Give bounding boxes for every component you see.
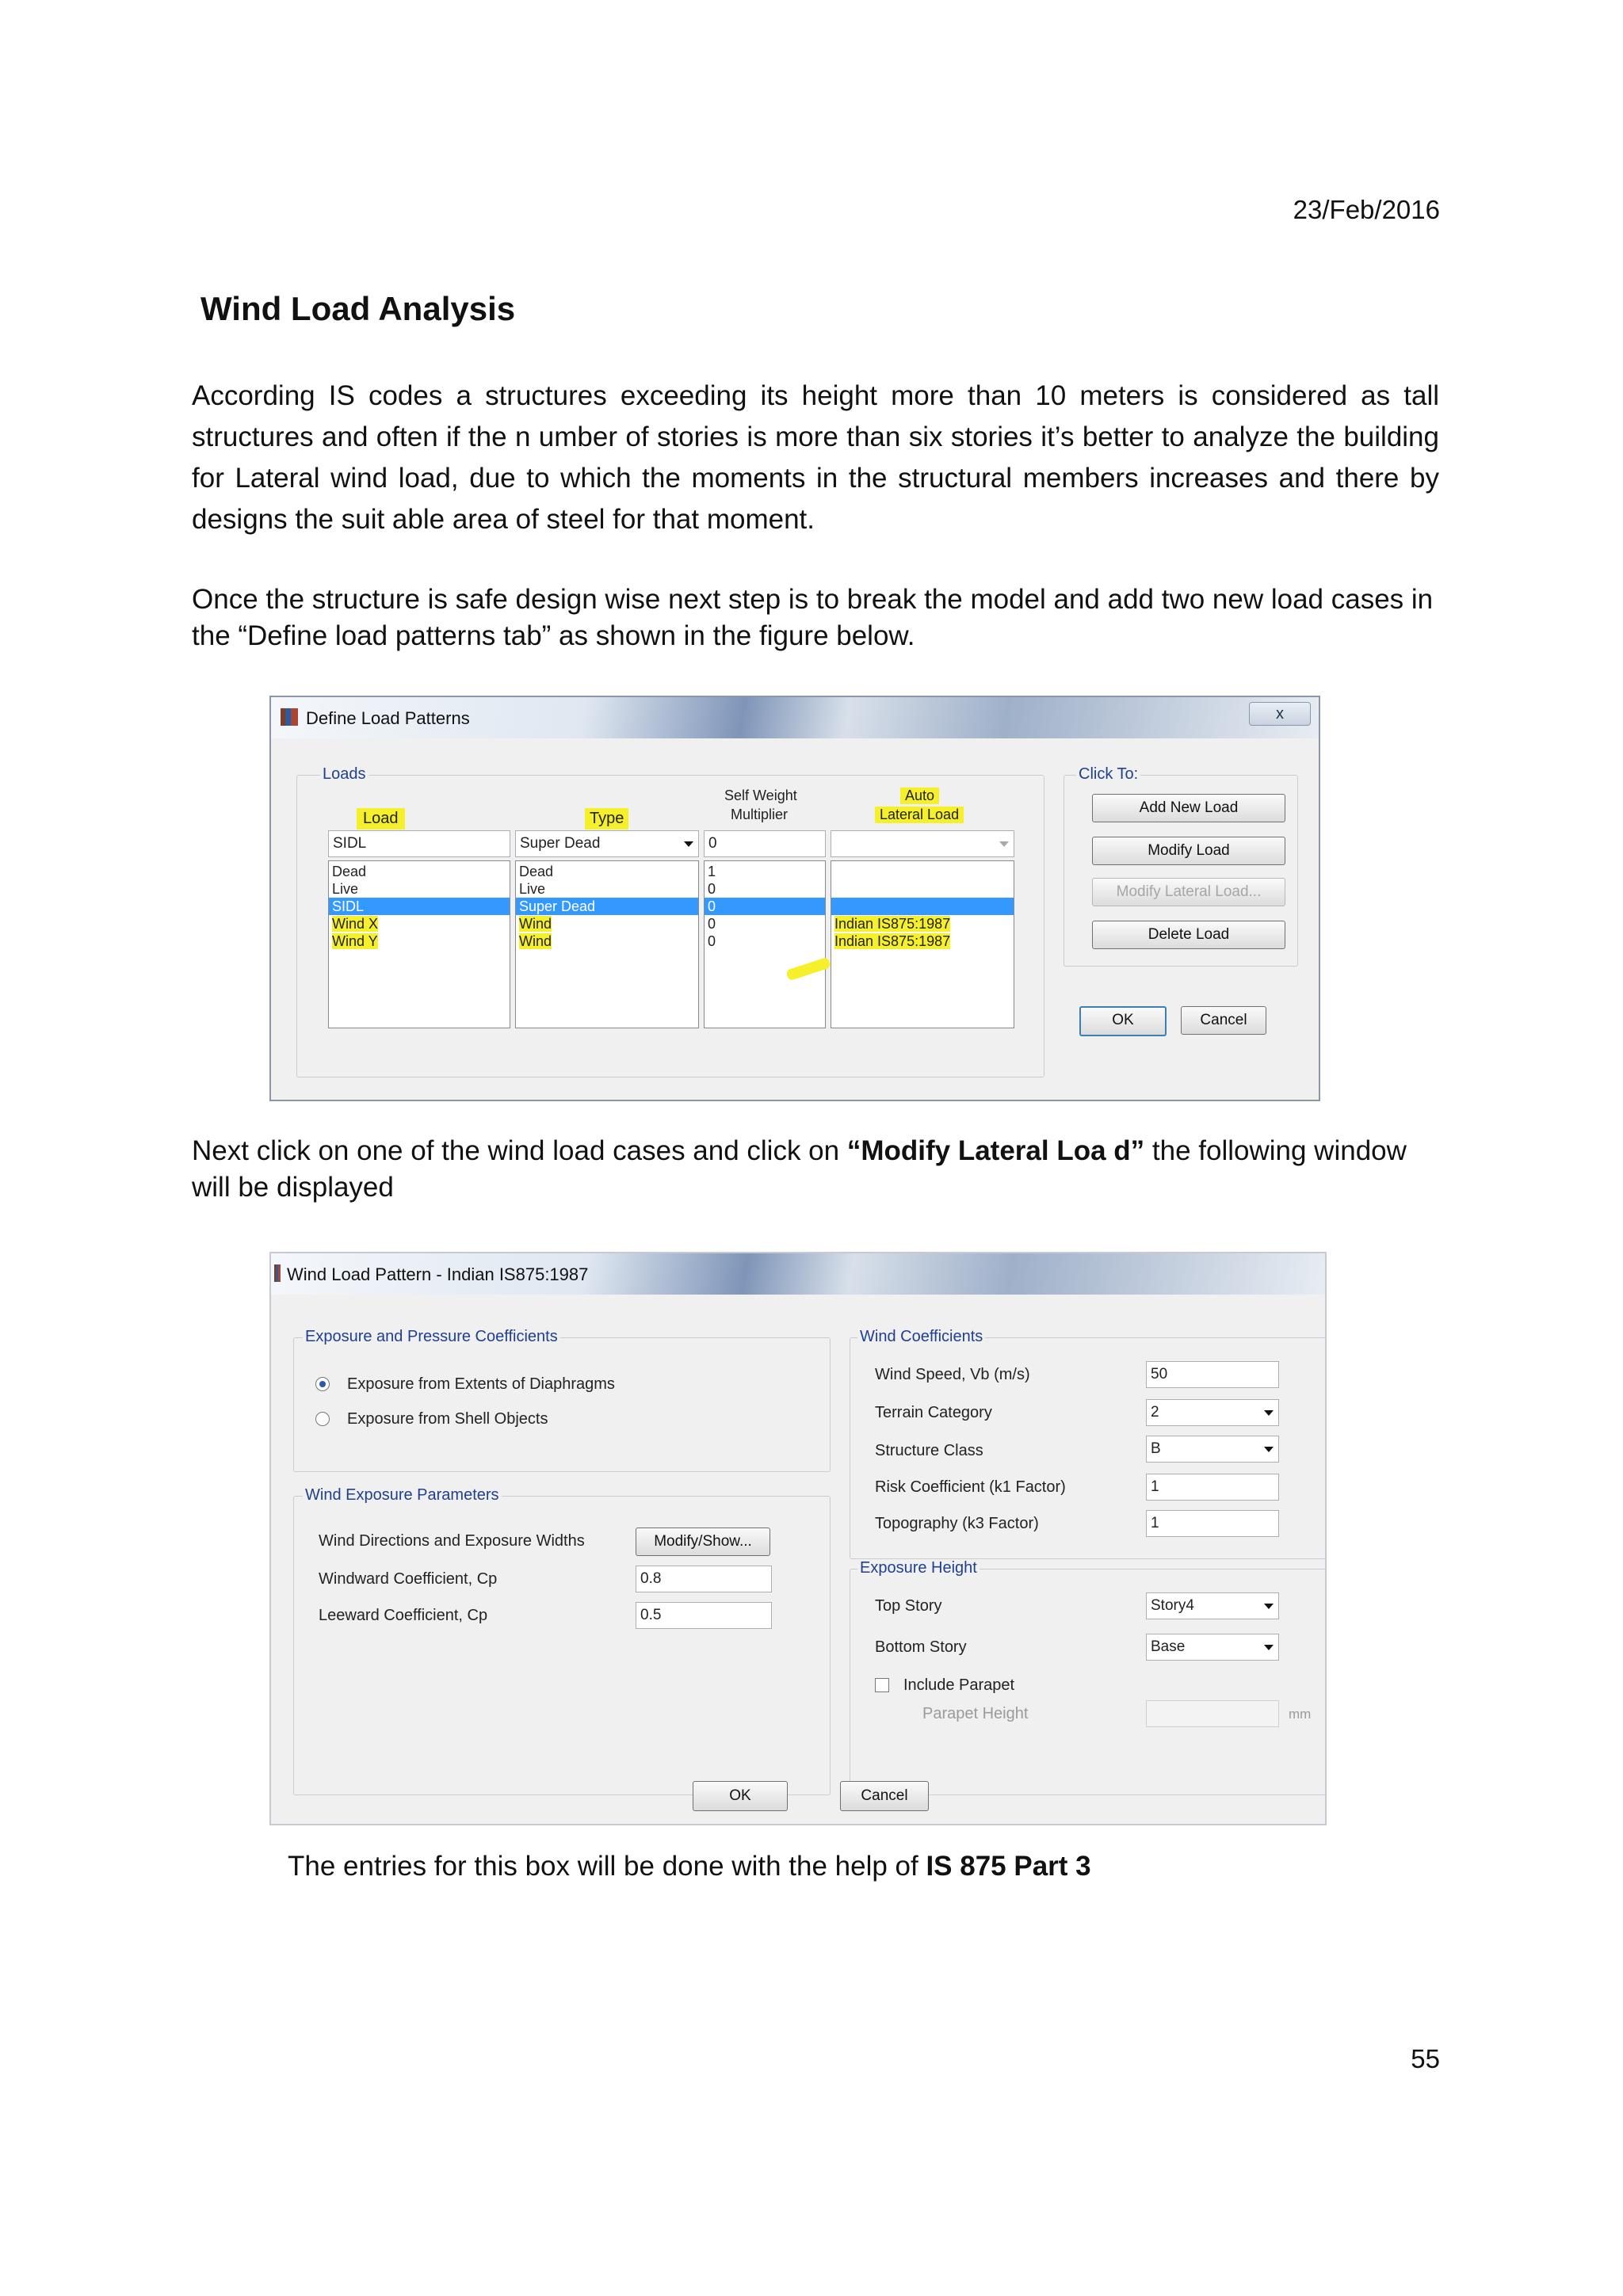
list-item-label: Indian IS875:1987 bbox=[834, 916, 951, 932]
exposure-shell-radio[interactable] bbox=[315, 1412, 330, 1426]
load-name-input[interactable]: SIDL bbox=[328, 830, 510, 857]
wind-directions-label: Wind Directions and Exposure Widths bbox=[319, 1532, 585, 1550]
paragraph-intro: According IS codes a structures exceeding its height more than 10 meters is considered as tall structures and often if the n umber of stories is more than six stories it’s better to analyze the building for Lateral wind load, due to which the moments in the structural members increases and there by designs the suit able area of steel for that moment. bbox=[192, 380, 1439, 535]
list-item[interactable] bbox=[831, 933, 1014, 950]
exposure-group-title: Exposure and Pressure Coefficients bbox=[303, 1328, 560, 1346]
wind-load-pattern-dialog bbox=[269, 1252, 1327, 1825]
topography-input[interactable]: 1 bbox=[1146, 1510, 1279, 1537]
load-type-select[interactable] bbox=[515, 830, 699, 857]
list-item[interactable] bbox=[831, 880, 1014, 898]
wind-speed-input[interactable]: 50 bbox=[1146, 1361, 1279, 1388]
document-date: 23/Feb/2016 bbox=[1293, 195, 1440, 224]
top-story-label: Top Story bbox=[875, 1597, 942, 1615]
list-item[interactable] bbox=[516, 933, 698, 950]
dialog-title: Wind Load Pattern - Indian IS875:1987 bbox=[287, 1264, 589, 1284]
paragraph-modify-lateral bbox=[192, 1133, 1439, 1206]
section-heading: Wind Load Analysis bbox=[200, 290, 516, 327]
dialog-title: Define Load Patterns bbox=[306, 708, 470, 728]
bottom-story-label: Bottom Story bbox=[875, 1638, 967, 1656]
paragraph-text: the following window will be displayed bbox=[192, 1135, 1407, 1203]
list-item[interactable] bbox=[329, 915, 510, 933]
list-item[interactable]: Dead bbox=[332, 864, 367, 879]
cancel-button[interactable]: Cancel bbox=[840, 1781, 929, 1811]
parapet-height-label: Parapet Height bbox=[922, 1705, 1029, 1722]
list-item[interactable]: 0 bbox=[705, 898, 825, 915]
list-item[interactable]: 0 bbox=[708, 881, 716, 897]
paragraph-text: The entries for this box will be done with the help of bbox=[288, 1851, 926, 1882]
structure-class-label: Structure Class bbox=[875, 1442, 983, 1459]
app-icon bbox=[274, 1264, 281, 1282]
col-header-type: Type bbox=[585, 808, 628, 830]
list-item[interactable]: Super Dead bbox=[516, 898, 698, 915]
terrain-category-value: 2 bbox=[1151, 1404, 1159, 1421]
list-item-label: Wind bbox=[519, 916, 552, 932]
leeward-coefficient-input[interactable]: 0.5 bbox=[636, 1602, 772, 1629]
risk-coefficient-label: Risk Coefficient (k1 Factor) bbox=[875, 1478, 1066, 1496]
topography-label: Topography (k3 Factor) bbox=[875, 1515, 1039, 1532]
cancel-button[interactable]: Cancel bbox=[1181, 1006, 1266, 1035]
list-item[interactable]: 0 bbox=[708, 916, 716, 932]
list-item[interactable]: 0 bbox=[708, 933, 716, 949]
define-load-patterns-dialog bbox=[269, 696, 1320, 1101]
load-list[interactable] bbox=[328, 860, 510, 1028]
list-item[interactable] bbox=[831, 898, 1014, 915]
col-header-self-weight: Self Weight bbox=[724, 788, 797, 803]
paragraph-bold-text: IS 875 Part 3 bbox=[926, 1851, 1091, 1882]
self-weight-input[interactable]: 0 bbox=[704, 830, 826, 857]
col-header-load: Load bbox=[357, 808, 405, 830]
list-item[interactable]: Dead bbox=[519, 864, 554, 879]
chevron-down-icon bbox=[1264, 1447, 1274, 1452]
exposure-shell-label: Exposure from Shell Objects bbox=[347, 1410, 548, 1428]
load-type-value: Super Dead bbox=[520, 835, 601, 852]
list-item[interactable] bbox=[329, 933, 510, 950]
wind-coefficients-group-title: Wind Coefficients bbox=[857, 1328, 985, 1346]
exposure-diaphragms-label: Exposure from Extents of Diaphragms bbox=[347, 1375, 615, 1393]
loads-group-title: Loads bbox=[320, 765, 369, 784]
list-item[interactable]: Live bbox=[519, 881, 546, 897]
paragraph-text: Next click on one of the wind load cases and click on bbox=[192, 1135, 847, 1166]
add-new-load-button[interactable]: Add New Load bbox=[1092, 794, 1285, 822]
list-item[interactable] bbox=[516, 915, 698, 933]
wind-speed-label: Wind Speed, Vb (m/s) bbox=[875, 1366, 1030, 1383]
terrain-category-label: Terrain Category bbox=[875, 1404, 992, 1421]
list-item[interactable] bbox=[831, 863, 1014, 880]
auto-lateral-list[interactable] bbox=[831, 860, 1014, 1028]
paragraph-define-load-patterns: Once the structure is safe design wise next step is to break the model and add two new load cases in the “Define load patterns tab” as shown in the figure below. bbox=[192, 584, 1434, 651]
auto-lateral-select[interactable] bbox=[831, 830, 1014, 857]
ok-button[interactable]: OK bbox=[693, 1781, 788, 1811]
top-story-select[interactable] bbox=[1146, 1592, 1279, 1619]
col-header-lateral-load: Lateral Load bbox=[875, 807, 964, 823]
parapet-height-input[interactable] bbox=[1146, 1700, 1279, 1727]
col-header-auto: Auto bbox=[900, 788, 939, 804]
leeward-coefficient-label: Leeward Coefficient, Cp bbox=[319, 1607, 488, 1624]
click-to-group-title: Click To: bbox=[1076, 765, 1140, 784]
structure-class-value: B bbox=[1151, 1440, 1161, 1457]
col-header-multiplier: Multiplier bbox=[731, 807, 789, 822]
dialog-titlebar bbox=[271, 697, 1319, 738]
chevron-down-icon bbox=[1264, 1410, 1274, 1416]
list-item-label: Wind Y bbox=[332, 933, 378, 949]
list-item-label: Wind X bbox=[332, 916, 379, 932]
close-button[interactable]: x bbox=[1249, 702, 1311, 726]
windward-coefficient-label: Windward Coefficient, Cp bbox=[319, 1570, 498, 1588]
risk-coefficient-input[interactable]: 1 bbox=[1146, 1474, 1279, 1501]
include-parapet-checkbox[interactable] bbox=[875, 1678, 889, 1692]
terrain-category-select[interactable] bbox=[1146, 1399, 1279, 1426]
windward-coefficient-input[interactable]: 0.8 bbox=[636, 1566, 772, 1592]
include-parapet-label: Include Parapet bbox=[903, 1676, 1015, 1694]
modify-load-button[interactable]: Modify Load bbox=[1092, 837, 1285, 865]
chevron-down-icon bbox=[684, 841, 693, 847]
app-icon bbox=[281, 708, 298, 726]
structure-class-select[interactable] bbox=[1146, 1436, 1279, 1463]
page-number: 55 bbox=[1411, 2044, 1440, 2073]
chevron-down-icon bbox=[1264, 1604, 1274, 1609]
list-item[interactable]: 1 bbox=[708, 864, 716, 879]
exposure-diaphragms-radio[interactable] bbox=[315, 1377, 330, 1391]
chevron-down-icon bbox=[1264, 1645, 1274, 1650]
paragraph-is875-note bbox=[288, 1846, 1437, 1887]
chevron-down-icon bbox=[999, 841, 1009, 847]
list-item-label: Wind bbox=[519, 933, 552, 949]
type-list[interactable] bbox=[515, 860, 699, 1028]
list-item[interactable] bbox=[831, 915, 1014, 933]
top-story-value: Story4 bbox=[1151, 1597, 1194, 1614]
parapet-unit-label: mm bbox=[1289, 1707, 1312, 1722]
bottom-story-select[interactable] bbox=[1146, 1634, 1279, 1661]
list-item[interactable]: SIDL bbox=[329, 898, 510, 915]
dialog-titlebar bbox=[271, 1253, 1325, 1295]
modify-lateral-load-button[interactable]: Modify Lateral Load... bbox=[1092, 878, 1285, 906]
exposure-group bbox=[293, 1337, 831, 1472]
wind-exposure-group-title: Wind Exposure Parameters bbox=[303, 1486, 502, 1505]
delete-load-button[interactable]: Delete Load bbox=[1092, 921, 1285, 949]
ok-button[interactable]: OK bbox=[1079, 1006, 1167, 1036]
list-item-label: Indian IS875:1987 bbox=[834, 933, 951, 949]
bottom-story-value: Base bbox=[1151, 1638, 1186, 1655]
modify-show-button[interactable]: Modify/Show... bbox=[636, 1527, 770, 1556]
paragraph-bold-text: “Modify Lateral Loa d” bbox=[846, 1135, 1145, 1166]
self-weight-list[interactable] bbox=[704, 860, 826, 1028]
list-item[interactable]: Live bbox=[332, 881, 359, 897]
exposure-height-group-title: Exposure Height bbox=[857, 1559, 980, 1577]
